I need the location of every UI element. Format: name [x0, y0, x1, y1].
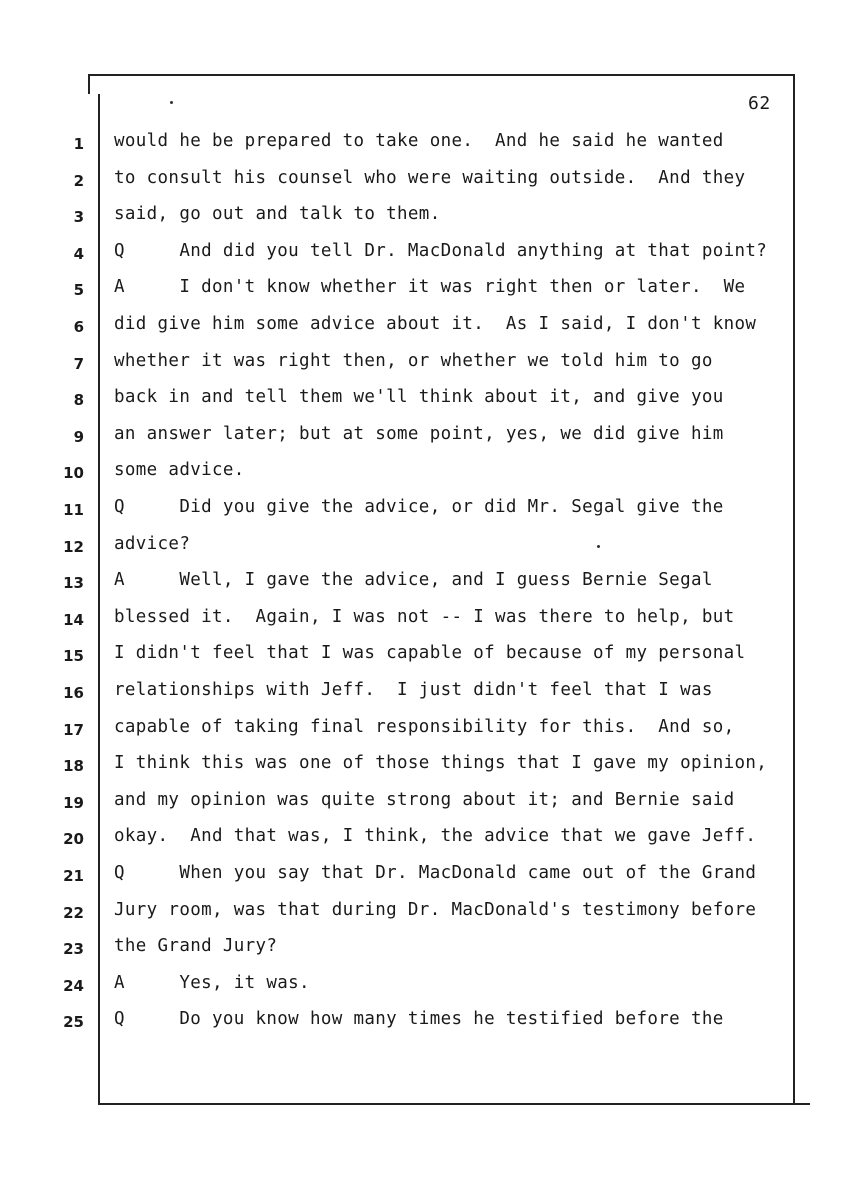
transcript-line: Q Did you give the advice, or did Mr. Segal give the	[114, 497, 724, 517]
transcript-line: Q Do you know how many times he testified before the	[114, 1009, 724, 1030]
line-number: 22	[63, 903, 84, 922]
line-number: 6	[73, 318, 84, 336]
line-number: 14	[63, 610, 84, 629]
line-number: 18	[63, 757, 84, 776]
line-number: 1	[73, 135, 84, 153]
line-number: 25	[63, 1013, 84, 1032]
line-number: 4	[73, 244, 84, 263]
transcript-line: would he be prepared to take one. And he said he wanted	[114, 131, 724, 151]
line-number: 19	[63, 793, 84, 812]
transcript-line: capable of taking final responsibility for this. And so,	[114, 716, 735, 737]
line-number: 12	[63, 537, 84, 556]
transcript-line: and my opinion was quite strong about it; and Bernie said	[114, 789, 735, 810]
frame-top-border	[88, 74, 794, 76]
transcript-line: relationships with Jeff. I just didn't feel that I was	[114, 680, 713, 700]
frame-left-border	[98, 94, 100, 1105]
line-number: 24	[63, 976, 84, 995]
transcript-line: A I don't know whether it was right then or later. We	[114, 277, 746, 298]
transcript-line: whether it was right then, or whether we told him to go	[114, 350, 713, 371]
line-number: 15	[63, 647, 84, 666]
transcript-line: Q When you say that Dr. MacDonald came out of the Grand	[114, 863, 757, 883]
line-number: 17	[63, 720, 84, 739]
page-number: 62	[748, 93, 771, 114]
transcript-line: the Grand Jury?	[114, 936, 278, 957]
transcript-line: A Yes, it was.	[114, 972, 310, 993]
transcript-line: Jury room, was that during Dr. MacDonald's testimony before	[114, 899, 757, 920]
transcript-line: advice?	[114, 533, 191, 554]
transcript-line: back in and tell them we'll think about it, and give you	[114, 387, 724, 408]
frame-bottom-border	[98, 1103, 810, 1105]
line-number: 9	[73, 427, 84, 446]
transcript-line: some advice.	[114, 460, 245, 481]
transcript-line: said, go out and talk to them.	[114, 204, 441, 225]
line-number: 13	[63, 574, 84, 593]
transcript-line: did give him some advice about it. As I said, I don't know	[114, 314, 757, 334]
transcript-line: to consult his counsel who were waiting outside. And they	[114, 167, 746, 188]
line-number: 3	[73, 208, 84, 227]
line-number: 16	[63, 684, 84, 702]
scan-speck	[170, 101, 173, 104]
line-number: 5	[73, 281, 84, 300]
line-number: 21	[63, 867, 84, 885]
transcript-line: an answer later; but at some point, yes, we did give him	[114, 423, 724, 444]
line-number: 23	[63, 940, 84, 959]
transcript-line: I think this was one of those things that I gave my opinion,	[114, 753, 768, 774]
transcript-line: Q And did you tell Dr. MacDonald anything at that point?	[114, 240, 768, 261]
line-number: 7	[73, 354, 84, 373]
transcript-line: blessed it. Again, I was not -- I was there to help, but	[114, 606, 735, 627]
line-number: 10	[63, 464, 84, 483]
frame-right-border	[793, 74, 795, 1104]
line-number: 11	[63, 501, 84, 519]
frame-left-border-top	[88, 74, 90, 94]
transcript-line: I didn't feel that I was capable of because of my personal	[114, 643, 746, 664]
transcript-line: A Well, I gave the advice, and I guess Bernie Segal	[114, 570, 713, 591]
line-number: 20	[63, 830, 84, 849]
scan-speck	[597, 545, 600, 548]
line-number: 8	[73, 391, 84, 410]
transcript-line: okay. And that was, I think, the advice that we gave Jeff.	[114, 826, 757, 847]
line-number: 2	[73, 171, 84, 190]
